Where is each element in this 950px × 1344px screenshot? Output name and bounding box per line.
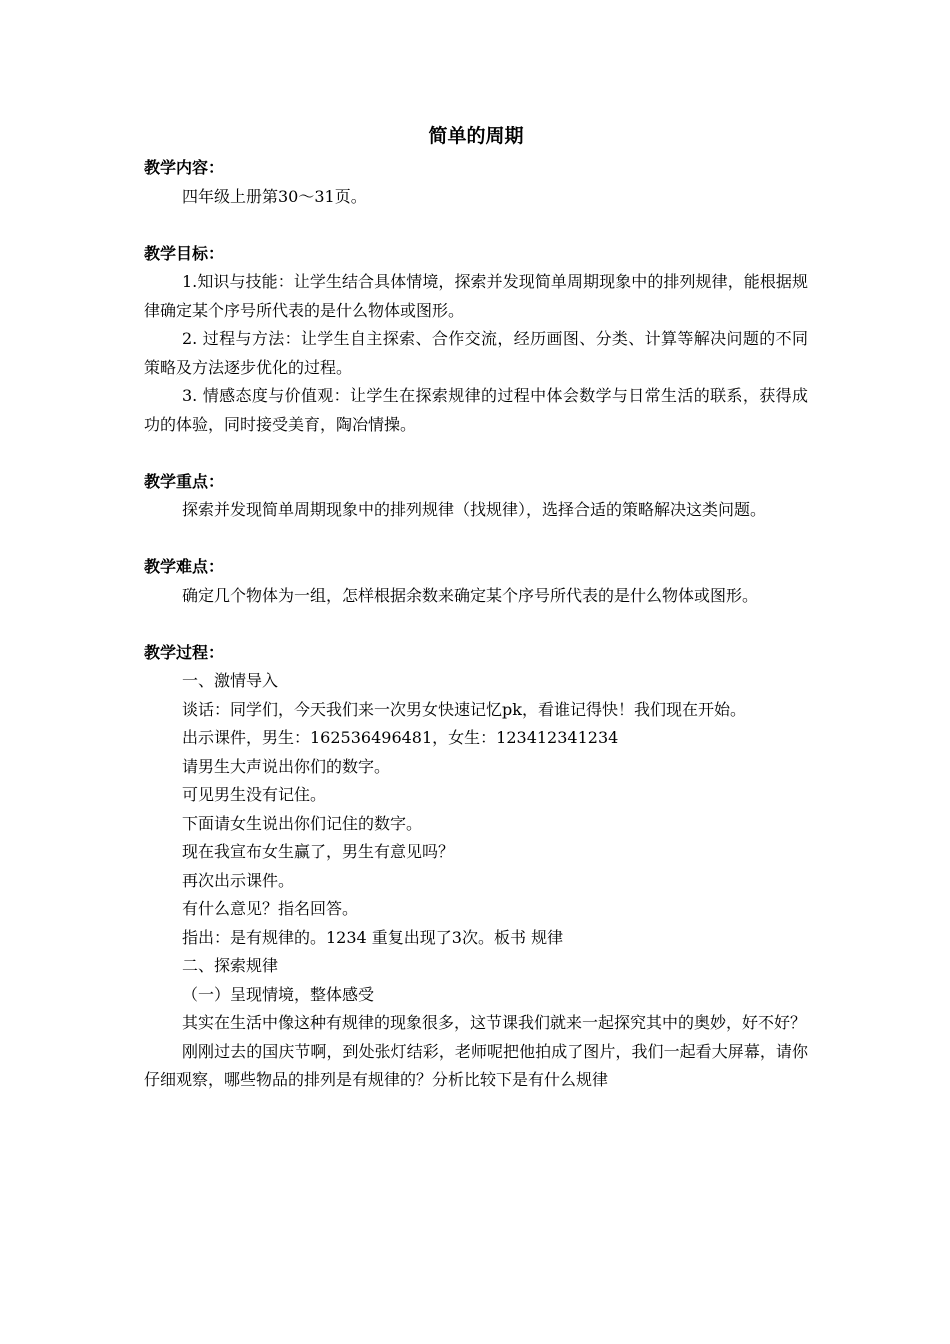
goal-item: 2. 过程与方法：让学生自主探索、合作交流，经历画图、分类、计算等解决问题的不同策略及方法逐步优化的过程。	[144, 329, 808, 377]
section-heading-process: 教学过程：	[144, 642, 225, 662]
process-line: 谈话：同学们，今天我们来一次男女快速记忆pk，看谁记得快！我们现在开始。	[182, 699, 746, 719]
process-line: 二、探索规律	[182, 956, 279, 975]
spacer	[144, 525, 808, 554]
key-points-text: 探索并发现简单周期现象中的排列规律（找规律），选择合适的策略解决这类问题。	[182, 500, 767, 519]
document-page	[144, 118, 808, 1095]
spacer	[144, 439, 808, 468]
difficulties-text: 确定几个物体为一组，怎样根据余数来确定某个序号所代表的是什么物体或图形。	[182, 585, 759, 605]
process-line: 指出：是有规律的。1234 重复出现了3次。板书 规律	[182, 927, 564, 947]
process-line: 可见男生没有记住。	[182, 785, 327, 804]
goal-item: 1.知识与技能：让学生结合具体情境，探索并发现简单周期现象中的排列规律，能根据规律确定某个序号所代表的是什么物体或图形。	[144, 272, 808, 320]
spacer	[144, 610, 808, 639]
process-line: 再次出示课件。	[182, 870, 295, 890]
section-heading-content: 教学内容：	[144, 158, 225, 177]
document-title: 简单的周期	[428, 125, 524, 147]
goal-item: 3. 情感态度与价值观：让学生在探索规律的过程中体会数学与日常生活的联系，获得成功的体验，同时接受美育，陶冶情操。	[144, 386, 808, 434]
process-line: 有什么意见？指名回答。	[182, 899, 359, 918]
section-heading-difficulties: 教学难点：	[144, 557, 225, 576]
process-line: 刚刚过去的国庆节啊，到处张灯结彩，老师呢把他拍成了图片，我们一起看大屏幕，请你仔细观察，哪些物品的排列是有规律的？分析比较下是有什么规律	[144, 1041, 808, 1089]
process-line: 下面请女生说出你们记住的数字。	[182, 813, 423, 833]
process-line: 请男生大声说出你们的数字。	[182, 756, 391, 776]
spacer	[144, 211, 808, 240]
process-line: 其实在生活中像这种有规律的现象很多，这节课我们就来一起探究其中的奥妙，好不好？	[182, 1013, 807, 1032]
process-line: 一、激情导入	[182, 671, 279, 690]
content-text: 四年级上册第30～31页。	[182, 186, 367, 206]
process-line: 现在我宣布女生赢了，男生有意见吗？	[182, 842, 455, 861]
process-line: （一）呈现情境，整体感受	[182, 984, 375, 1004]
section-heading-goals: 教学目标：	[144, 243, 225, 263]
section-heading-key-points: 教学重点：	[144, 471, 225, 491]
process-line: 出示课件，男生：162536496481，女生：123412341234	[182, 728, 619, 747]
